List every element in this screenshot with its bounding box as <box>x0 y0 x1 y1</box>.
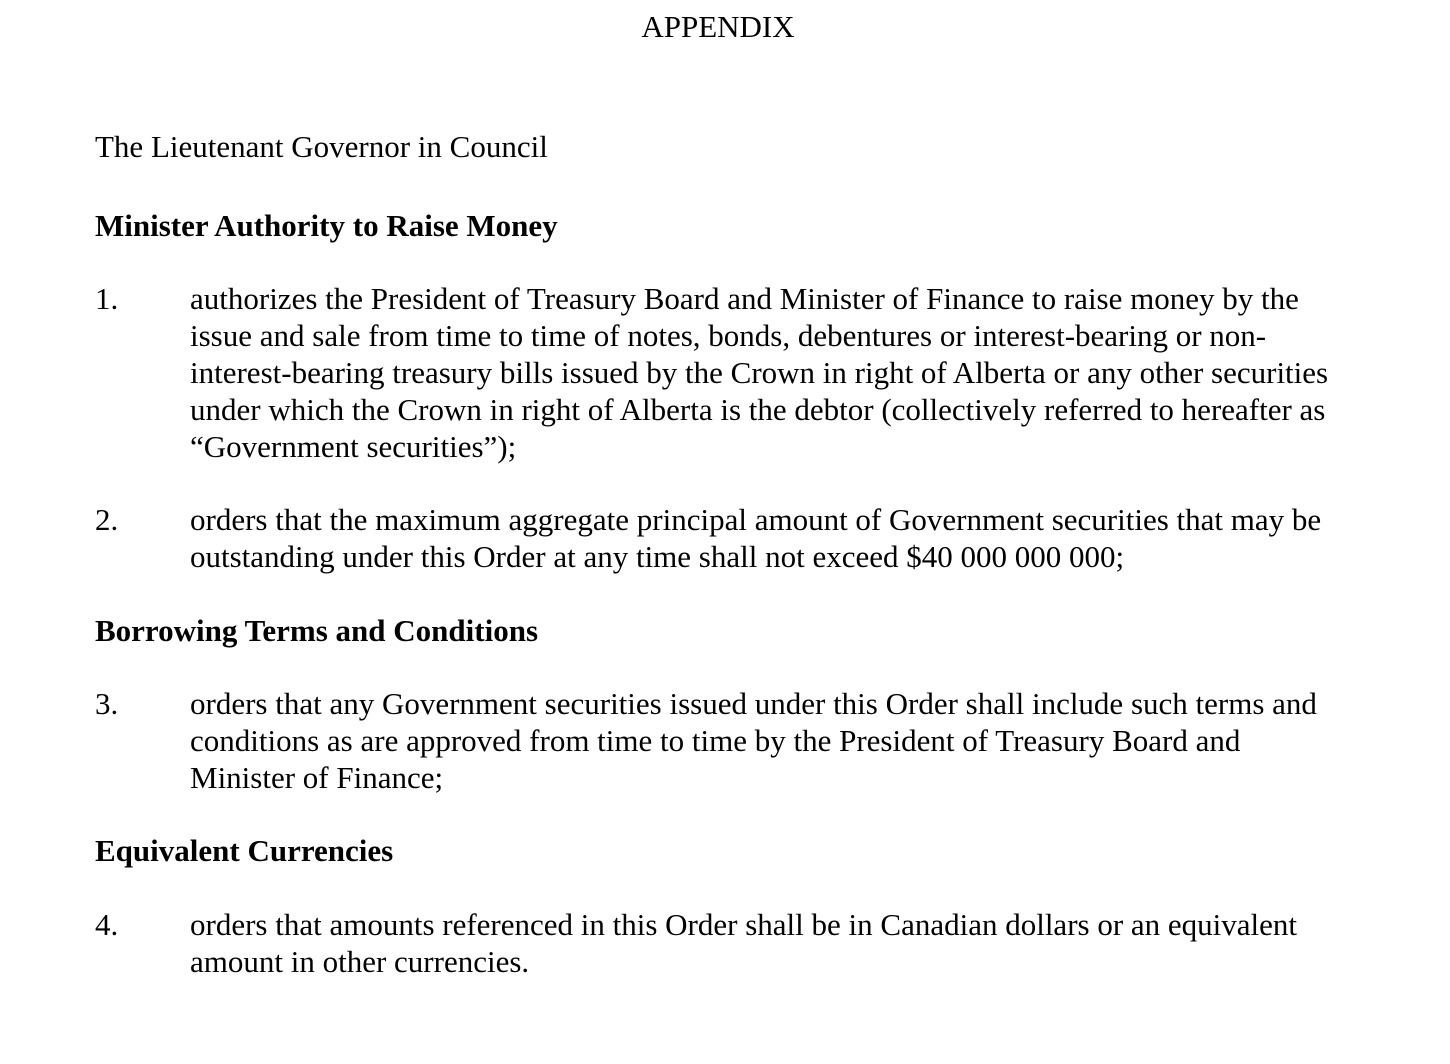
item-number: 4. <box>95 907 119 942</box>
item-line: issue and sale from time to time of notes, bonds, debentures or interest-bearing or non- <box>190 318 1267 353</box>
item-line: amount in other currencies. <box>190 944 530 979</box>
item-line: orders that the maximum aggregate principal amount of Government securities that may be <box>190 502 1322 537</box>
item-number: 2. <box>95 502 119 537</box>
section-heading-raise-money: Minister Authority to Raise Money <box>95 208 558 243</box>
item-line: “Government securities”); <box>190 429 517 464</box>
item-number: 1. <box>95 281 119 316</box>
item-line: under which the Crown in right of Alberta is the debtor (collectively referred to hereafter as <box>190 392 1326 427</box>
item-text <box>190 501 1400 575</box>
section-heading-equivalent-currencies: Equivalent Currencies <box>95 833 394 868</box>
item-line: outstanding under this Order at any time shall not exceed $40 000 000 000; <box>190 539 1125 574</box>
section-heading-borrowing-terms: Borrowing Terms and Conditions <box>95 613 539 648</box>
item-text <box>190 906 1400 980</box>
item-line: orders that any Government securities issued under this Order shall include such terms and <box>190 686 1317 721</box>
item-line: Minister of Finance; <box>190 760 444 795</box>
intro-text: The Lieutenant Governor in Council <box>95 129 548 164</box>
item-line: interest-bearing treasury bills issued by the Crown in right of Alberta or any other securities <box>190 355 1329 390</box>
item-number: 3. <box>95 686 119 721</box>
page-title: APPENDIX <box>641 9 795 44</box>
item-line: orders that amounts referenced in this Order shall be in Canadian dollars or an equivalent <box>190 907 1298 942</box>
item-text <box>190 685 1400 796</box>
item-text <box>190 280 1400 465</box>
item-line: conditions as are approved from time to time by the President of Treasury Board and <box>190 723 1241 758</box>
item-line: authorizes the President of Treasury Board and Minister of Finance to raise money by the <box>190 281 1299 316</box>
